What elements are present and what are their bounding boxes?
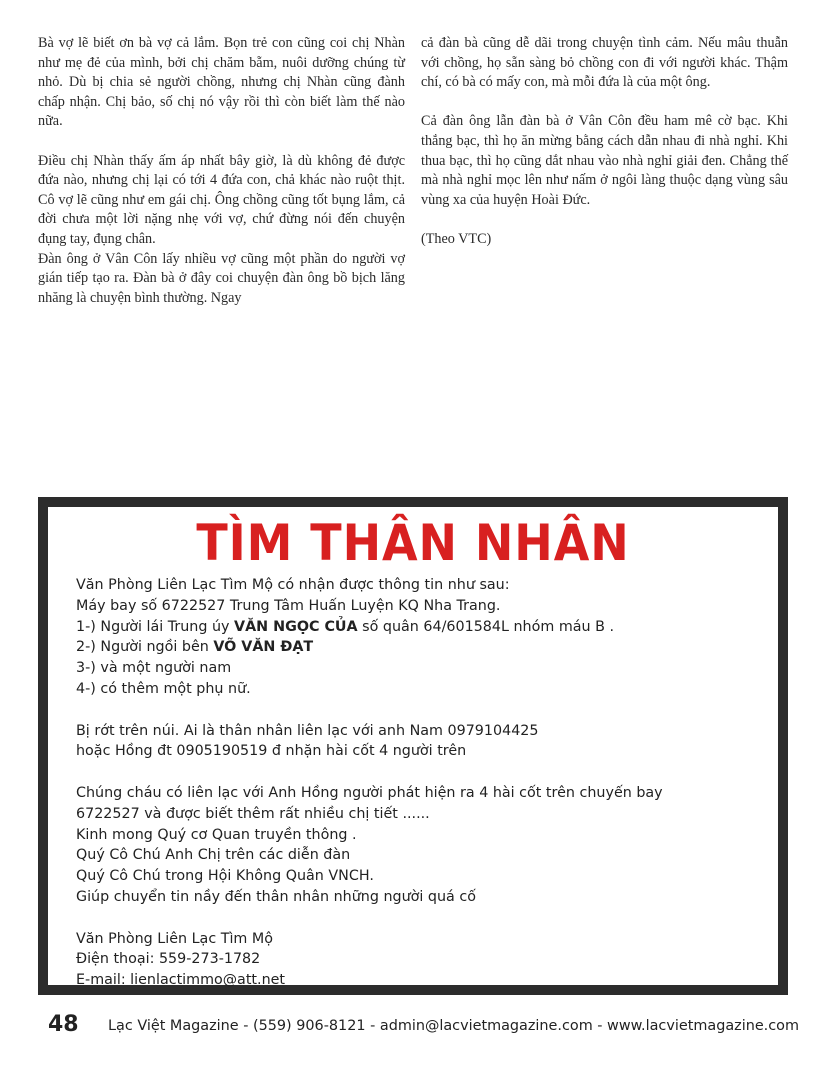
ad-item-text: số quân 64/601584L nhóm máu B .: [357, 618, 615, 635]
article-paragraph: Điều chị Nhàn thấy ấm áp nhất bây giờ, là dù không đẻ được đứa nào, nhưng chị lại có tới 4 đứa con, chả khác nào ruột thịt. Cô vợ lẽ cũng như em gái chị. Ông chồng cũng tốt bụng lắm, cả đời chưa một lời nặng nhẹ với vợ, chứ đừng nói đến chuyện đụng tay, đụng chân.: [38, 152, 405, 247]
ad-item-2: [76, 637, 778, 658]
ad-person-name: VĂN NGỌC CỦA: [234, 618, 358, 635]
ad-intro: Văn Phòng Liên Lạc Tìm Mộ có nhận được thông tin như sau:: [76, 577, 510, 593]
ad-item-4: 4-) có thêm một phụ nữ.: [76, 680, 251, 697]
ad-email: E-mail: lienlactimmo@att.net: [76, 972, 286, 989]
spacer: [76, 700, 778, 721]
ad-title: TÌM THÂN NHÂN: [196, 514, 630, 572]
ad-item-text: 2-) Người ngồi bên: [76, 639, 214, 656]
article-left-column: [38, 34, 405, 328]
article-paragraph: Đàn ông ở Vân Côn lấy nhiều vợ cũng một phần do người vợ gián tiếp tạo ra. Đàn bà ở đây coi chuyện đàn ông bồ bịch lăng nhăng là chuyện bình thường. Ngay: [38, 250, 405, 306]
ad-crash-line: Bị rớt trên núi. Ai là thân nhân liên lạc với anh Nam 0979104425: [76, 722, 539, 739]
page-footer: [48, 1012, 799, 1042]
ad-crash-line: hoặc Hồng đt 0905190519 đ nhặn hài cốt 4 người trên: [76, 743, 467, 760]
article-paragraph: Bà vợ lẽ biết ơn bà vợ cả lắm. Bọn trẻ con cũng coi chị Nhàn như mẹ đẻ của mình, bởi chị chăm bẵm, nuôi dưỡng chúng từ nhỏ. Dù bị chia sẻ người chồng, nhưng chị Nhàn cũng đành chấp nhận. Chị bảo, số chị nó vậy rồi thì còn biết làm thế nào nữa.: [38, 35, 405, 130]
ad-content: [48, 507, 778, 989]
ad-body-line: Giúp chuyển tin nầy đến thân nhân những người quá cố: [76, 888, 476, 905]
article-source: (Theo VTC): [421, 230, 492, 247]
ad-body-line: Chúng cháu có liên lạc với Anh Hồng người phát hiện ra 4 hài cốt trên chuyến bay: [76, 784, 663, 801]
spacer: [76, 908, 778, 929]
ad-body-line: 6722527 và được biết thêm rất nhiều chị tiết ......: [76, 805, 430, 822]
ad-item-3: 3-) và một người nam: [76, 660, 232, 677]
ad-signature: Văn Phòng Liên Lạc Tìm Mộ: [76, 930, 273, 947]
spacer: [76, 762, 778, 783]
page-number: 48: [48, 1012, 79, 1037]
article-paragraph: Cả đàn ông lẫn đàn bà ở Vân Côn đều ham mê cờ bạc. Khi thắng bạc, thì họ ăn mừng bằng cách dẫn nhau đi nhà nghỉ. Khi thua bạc, thì họ cũng dắt nhau vào nhà nghỉ giải đen. Chẳng thế mà nhà nghỉ mọc lên như nấm ở ngôi làng thuộc dạng vùng sâu vùng xa của huyện Hoài Đức.: [421, 113, 788, 208]
article-right-column: [421, 34, 788, 269]
article-paragraph: cả đàn bà cũng dễ dãi trong chuyện tình cảm. Nếu mâu thuẫn với chồng, họ sẵn sàng bỏ chồng con đi với người khác. Thậm chí, có bà có mấy con, mà mỗi đứa là của một ông.: [421, 35, 788, 91]
footer-contact: Lạc Việt Magazine - (559) 906-8121 - admin@lacvietmagazine.com - www.lacvietmagazine.com: [108, 1018, 799, 1034]
ad-person-name: VÕ VĂN ĐẠT: [213, 639, 314, 656]
ad-flight: Máy bay số 6722527 Trung Tâm Huấn Luyện KQ Nha Trang.: [76, 597, 501, 614]
ad-body-line: Quý Cô Chú Anh Chị trên các diễn đàn: [76, 847, 351, 864]
ad-item-1: [76, 617, 778, 638]
missing-relatives-ad: [38, 497, 788, 995]
ad-item-text: 1-) Người lái Trung úy: [76, 618, 235, 635]
ad-body-line: Kinh mong Quý cơ Quan truyền thông .: [76, 826, 357, 843]
ad-phone: Điện thoại: 559-273-1782: [76, 951, 261, 968]
ad-body-line: Quý Cô Chú trong Hội Không Quân VNCH.: [76, 868, 374, 885]
